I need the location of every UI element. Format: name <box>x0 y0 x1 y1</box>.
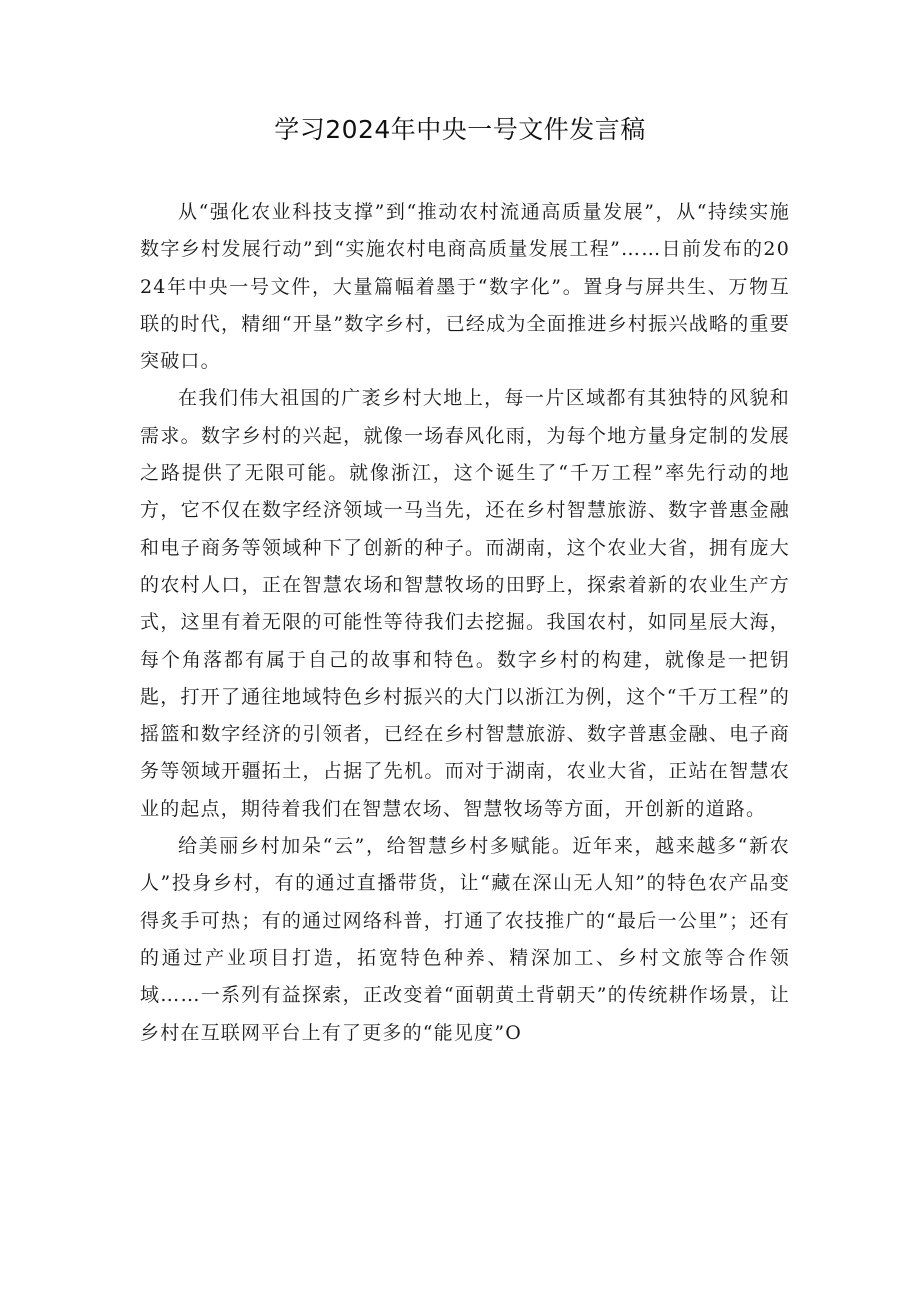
paragraph-2: 在我们伟大祖国的广袤乡村大地上，每一片区域都有其独特的风貌和需求。数字乡村的兴起，就像一场春风化雨，为每个地方量身定制的发展之路提供了无限可能。就像浙江，这个诞生了“千万工程”率先行动的地方，它不仅在数字经济领域一马当先，还在乡村智慧旅游、数字普惠金融和电子商务等领域种下了创新的种子。而湖南，这个农业大省，拥有庞大的农村人口，正在智慧农场和智慧牧场的田野上，探索着新的农业生产方式，这里有着无限的可能性等待我们去挖掘。我国农村，如同星辰大海，每个角落都有属于自己的故事和特色。数字乡村的构建，就像是一把钥匙，打开了通往地域特色乡村振兴的大门以浙江为例，这个“千万工程”的摇篮和数字经济的引领者，已经在乡村智慧旅游、数字普惠金融、电子商务等领域开疆拓土，占据了先机。而对于湖南，农业大省，正站在智慧农业的起点，期待着我们在智慧农场、智慧牧场等方面，开创新的道路。 <box>140 387 790 820</box>
paragraph-1: 从“强化农业科技支撑”到“推动农村流通高质量发展”，从“持续实施数字乡村发展行动”到“实施农村电商高质量发展工程”……日前发布的2024年中央一号文件，大量篇幅着墨于“数字化”。置身与屏共生、万物互联的时代，精细“开垦”数字乡村，已经成为全面推进乡村振兴战略的重要突破口。 <box>140 201 790 373</box>
document-title: 学习2024年中央一号文件发言稿 <box>274 115 646 144</box>
paragraph-3: 给美丽乡村加朵“云”，给智慧乡村多赋能。近年来，越来越多“新农人”投身乡村，有的通过直播带货，让“藏在深山无人知”的特色农产品变得炙手可热；有的通过网络科普，打通了农技推广的“最后一公里”；还有的通过产业项目打造，拓宽特色种养、精深加工、乡村文旅等合作领域……一系列有益探索，正改变着“面朝黄土背朝天”的传统耕作场景，让乡村在互联网平台上有了更多的“能见度”O <box>140 835 790 1044</box>
document-body <box>140 194 790 1052</box>
